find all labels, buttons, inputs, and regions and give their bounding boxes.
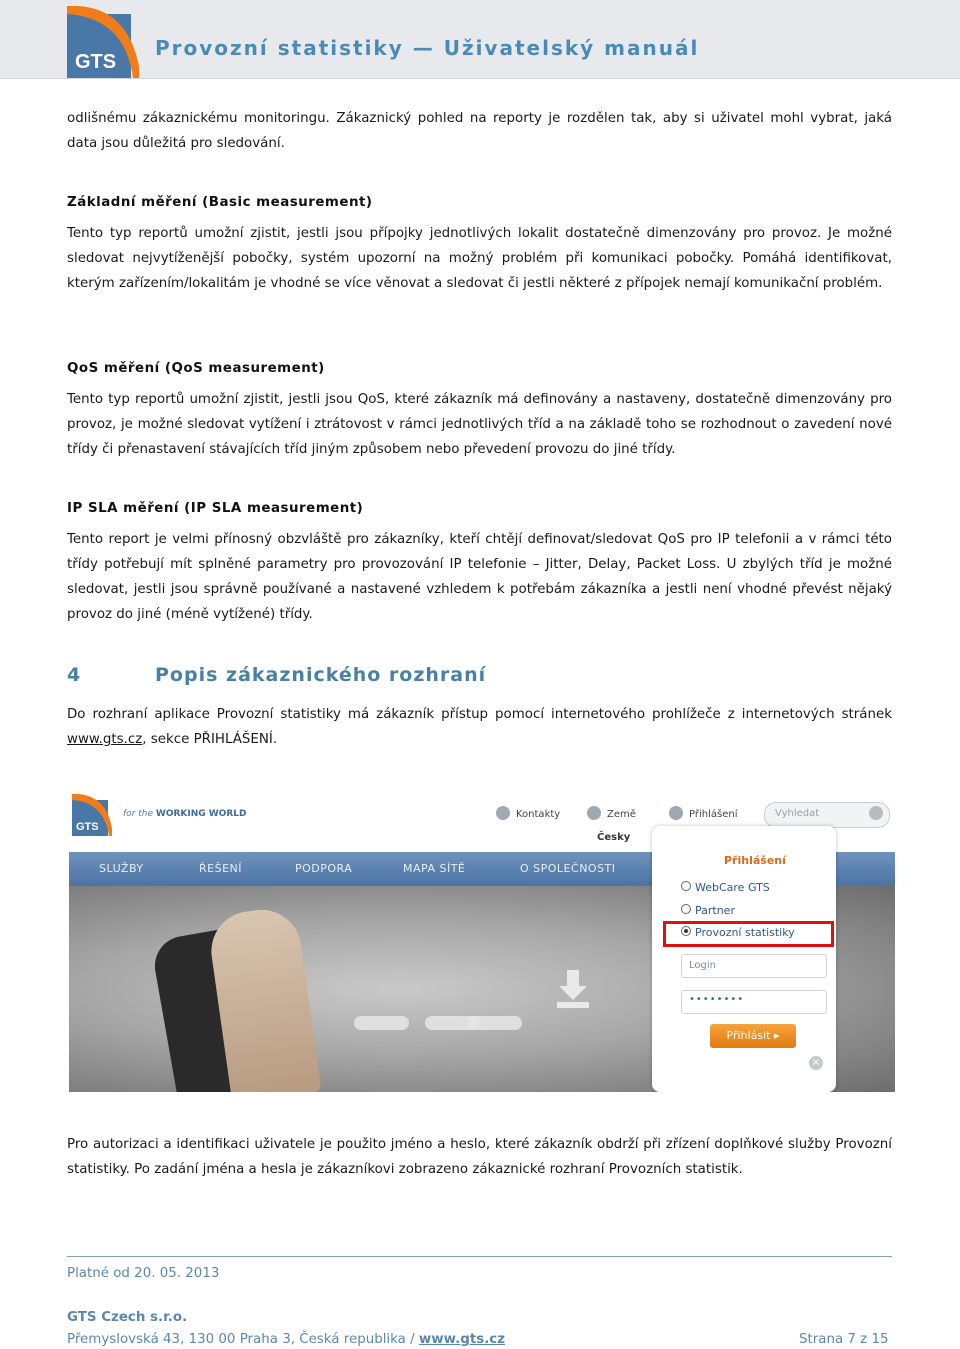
radio-partner[interactable] — [681, 904, 691, 914]
nav-item-mapa-site[interactable]: MAPA SÍTĚ — [403, 862, 466, 875]
site-logo-text: GTS — [76, 821, 99, 833]
section-title-ipsla: IP SLA měření (IP SLA measurement) — [67, 501, 364, 516]
login-link[interactable]: Přihlášení — [689, 809, 738, 820]
section-title-qos: QoS měření (QoS measurement) — [67, 361, 325, 376]
option-webcare[interactable]: WebCare GTS — [695, 881, 770, 894]
gts-logo — [67, 6, 139, 78]
login-button-label: Přihlásit — [726, 1029, 771, 1042]
footer-page-number: Strana 7 z 15 — [799, 1332, 889, 1347]
slogan-bold: WORKING WORLD — [155, 809, 247, 819]
chapter-paragraph — [67, 702, 892, 752]
footer-divider — [67, 1256, 892, 1257]
login-panel-title: Přihlášení — [724, 854, 786, 867]
login-submit-button[interactable] — [710, 1024, 796, 1048]
nav-item-o-spolecnosti[interactable]: O SPOLEČNOSTI — [520, 862, 616, 875]
footer-address-line — [67, 1332, 505, 1347]
section-text-ipsla: Tento report je velmi přínosný obzvláště pro zákazníky, kteří chtějí definovat/sledovat QoS pro IP telefonii a v rámci této třídy potřebují mít splněné parametry pro provozování IP telefonie – Jitter, Delay, Packet Loss. U zbylých tříd je možné sledovat, jestli jsou správně používané a nastavené vzhledem k potřebám zákazníka a jestli není vhodné převést nějaký provoz do jiné (méně vytížené) třídy. — [67, 532, 892, 622]
nav-item-sluzby[interactable]: SLUŽBY — [99, 862, 144, 875]
option-partner[interactable]: Partner — [695, 904, 735, 917]
gts-website-link[interactable]: www.gts.cz — [67, 732, 143, 747]
close-icon[interactable]: × — [809, 1056, 823, 1070]
site-gts-logo — [72, 794, 112, 836]
password-mask: •••••••• — [689, 994, 745, 1005]
slogan-prefix: for the — [123, 809, 154, 819]
lock-icon — [669, 806, 683, 820]
chapter-number: 4 — [67, 664, 81, 686]
site-slogan — [123, 809, 247, 819]
contacts-link[interactable]: Kontakty — [516, 809, 561, 820]
search-placeholder: Vyhledat — [775, 808, 820, 819]
search-icon[interactable] — [869, 806, 883, 820]
intro-paragraph: odlišnému zákaznickému monitoringu. Zákaznický pohled na reporty je rozdělen tak, aby si uživatel mohl vybrat, jaká data jsou důležitá pro sledování. — [67, 111, 892, 151]
contacts-icon — [496, 806, 510, 820]
login-screenshot — [69, 790, 895, 1092]
footer-valid-from: Platné od 20. 05. 2013 — [67, 1266, 220, 1281]
chapter-text-before: Do rozhraní aplikace Provozní statistiky má zákazník přístup pomocí internetového prohlížeče z internetových stránek — [67, 707, 892, 722]
gts-logo-text: GTS — [75, 51, 117, 73]
chapter-title: Popis zákaznického rozhraní — [155, 664, 487, 686]
hero-pill — [467, 1016, 522, 1030]
section-text-qos: Tento typ reportů umožní zjistit, jestli jsou QoS, které zákazník má definovány a nastaveny, dostatečně dimenzovány pro provoz, je možné sledovat vytížení i ztrátovost v rámci jednotlivých tříd a na základě toho se rozhodnout o zavedení nové třídy či přenastavení stávajících tříd jiným způsobem nebo převedení provozu do jiné třídy. — [67, 392, 892, 457]
footer-address: Přemyslovská 43, 130 00 Praha 3, Česká republika / — [67, 1332, 419, 1347]
option-provozni-statistiky[interactable]: Provozní statistiky — [695, 926, 795, 939]
footer-website-link[interactable]: www.gts.cz — [418, 1332, 506, 1347]
radio-webcare[interactable] — [681, 881, 691, 891]
nav-item-reseni[interactable]: ŘEŠENÍ — [199, 862, 242, 875]
download-icon — [555, 970, 591, 1010]
footer-company-name: GTS Czech s.r.o. — [67, 1310, 188, 1325]
globe-icon — [587, 806, 601, 820]
section-title-basic: Základní měření (Basic measurement) — [67, 195, 373, 210]
chapter-text-after: , sekce PŘIHLÁŠENÍ. — [142, 732, 278, 747]
language-selector[interactable]: Česky — [597, 832, 631, 843]
nav-item-podpora[interactable]: PODPORA — [295, 862, 353, 875]
section-text-basic: Tento typ reportů umožní zjistit, jestli jsou přípojky jednotlivých lokalit dostatečně dimenzovány pro provoz. Je možné sledovat nejvytíženější pobočky, systém upozorní na možný problém při komunikaci pobočky. Pomáhá identifikovat, kterým zařízením/lokalitám je vhodné se více věnovat a sledovat či jestli některé z přípojek nemají komunikační problém. — [67, 226, 892, 291]
hero-pill — [354, 1016, 409, 1030]
login-placeholder: Login — [689, 960, 716, 971]
closing-paragraph: Pro autorizaci a identifikaci uživatele je použito jméno a heslo, které zákazník obdrží při zřízení doplňkové služby Provozní statistiky. Po zadání jména a hesla je zákazníkovi zobrazeno zákaznické rozhraní Provozních statistik. — [67, 1137, 892, 1177]
page-header — [0, 0, 960, 79]
countries-link[interactable]: Země — [607, 809, 636, 820]
document-title: Provozní statistiky — Uživatelský manuál — [155, 36, 700, 60]
chapter-heading — [67, 664, 486, 686]
footer-company — [67, 1310, 187, 1325]
arrow-right-icon: ▸ — [773, 1029, 780, 1042]
highlight-box — [663, 921, 834, 947]
